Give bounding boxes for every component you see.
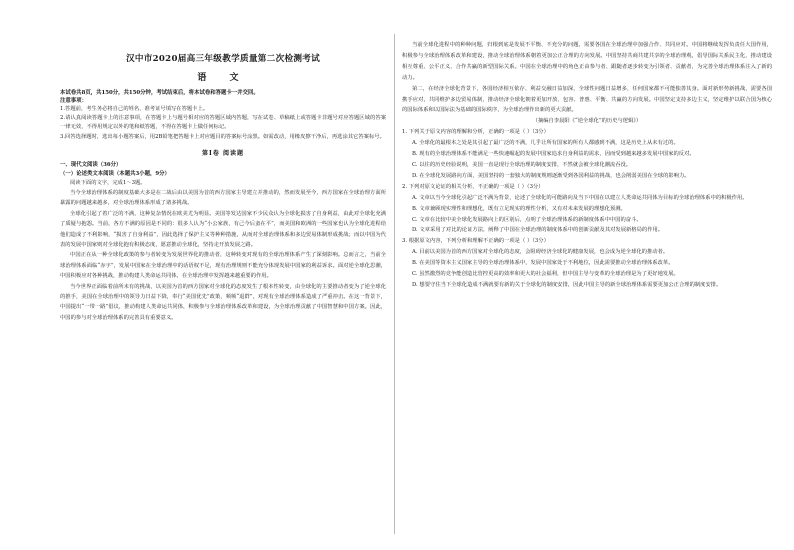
passage-paragraph: 当今全球治理体系的制度基础大多是在二战后由以美国为首的西方国家主导建立并推动的，然而发展至今，西方国家在全球治理方面所暴露的问题越来越多，对全球治理体系形成了诸多挑战。 — [60, 190, 386, 207]
notice-item: 1.答题前，考生务必将自己的姓名、准考证号填写在答题卡上。 — [60, 106, 209, 112]
passage-paragraph: 全球化引起了着广泛的不满，这种复杂情况在欧美尤为明显。美国等发达国家不少民众认为全球化损害了自身利益，由此对全球化充满了质疑与抱怨。当前，各方不满的原因是不同的：很多人认为“小公家族，有己今后蛮在平”，而美国和欧洲的一些国家也认为全球化进程给他们造成了不利影响，“损害了自身利益”，因此选择了保护主义等种种措施，从而对全球治理体系和多边贸易体制形成挑战；而以中国为代表的发展中国家则对全球化抱有积极态度，愿意推动全球化，坚持走开放发展之路。 — [60, 210, 386, 249]
passage-paragraph: 第二，在经济全球化背景下，各国经济相互依存、利益交融日益加深，全球性问题日益增多，任何国家都不可能独善其身。面对新形势新挑战，需要各国携手应对，共同维护多边贸易体制，推动经济全球化朝着更加开放、包容、普惠、平衡、共赢的方向发展。中国坚定支持多边主义，坚定维护以联合国为核心的国际体系和以国际法为基础的国际秩序，为全球治理作出新的更大贡献。 — [402, 85, 772, 114]
option-d: D. 在全球化发展路向方面，美国坚持的一套独大的制度规则逐渐受到各国利益的挑战，也会削弱美国在全球的影响力。 — [412, 172, 690, 179]
passage-paragraph: 当今世界正面临着前所未有的挑战，以美国为首的西方国家对全球化的态度发生了根本性转变，由全球化的主要推动者变为了逆全球化的推手，美国在全球治理中的领导力日益下降，奉行“美国优先”政策，频频“退群”，对现有全球治理体系造成了严重冲击。在这一背景下，中国提出“一带一路”倡议，推动构建人类命运共同体，积极参与全球治理体系改革和建设，为全球治理贡献了中国智慧和中国方案。因此，中国的参与对全球治理体系的完善具有重要意义。 — [60, 283, 386, 321]
left-column — [60, 38, 386, 323]
notice-item: 3.回答选择题时，选出每小题答案后，用2B铅笔把答题卡上对应题目的答案标号涂黑。如需改动，用橡皮擦干净后，再选涂其它答案标号。 — [60, 133, 385, 140]
option-d: D. 想要守住当下全球化造成不满就要有新的关于全球化的制度安排，因此中国主导的新全球治理体系需要更加公正合理的制度安排。 — [412, 281, 722, 288]
exam-title: 汉中市2020届高三年级教学质量第二次检测考试 — [125, 54, 321, 64]
option-a: A. 全球化的最根本之处是其引起了最广泛的不满，几乎让所有国家的所有人都感到不满，这是历史上从未有过的。 — [412, 140, 679, 147]
reading-instruction: 阅读下面的文字，完成1～3题。 — [70, 179, 146, 186]
subpart-heading: （一）论述类文本阅读（本题共3小题，9分） — [60, 170, 170, 177]
notice-heading: 注意事项： — [60, 98, 87, 104]
passage-source: （摘编自李晨阳《“逆全球化”的历史与逻辑》） — [532, 118, 642, 125]
notice-item: 2.请认真阅读答题卡上的注意事项，在答题卡上与题号相对应的答题区域内答题，写在试卷、草稿纸上或答题卡非题号对应答题区域的答案一律无效，不得用规定以外的笔和纸答题，不得在答题卡上做任何标记。 — [60, 115, 386, 131]
passage-paragraph: 中国正在从一种全球化政策的参与者转变为发展世界化的推动者，这种转变对现有的全球治理体系产生了深刻影响。总而言之，当前全球治理体系面临“赤字”，发展中国家在全球治理中的话语权不足，现有治理规则不能充分体现发展中国家的利益诉求。面对逆全球化思潮，中国积极应对各种挑战，推动构建人类命运共同体，在全球治理中发挥越来越重要的作用。 — [60, 252, 386, 280]
option-a: A. 文章以当今全球化引起广泛不满为背景，论述了全球化的可能路向及当下中国在以建立人类命运共同体为目标的全球治理体系中的积极作用。 — [412, 194, 748, 201]
option-b: B. 现有的全球治理体系不能满足一些快速崛起的发展中国家追求自身利益的需求，因而受到越来越多发展中国家的反对。 — [412, 151, 695, 158]
option-c: C. 文章在比较中美全球化发展路向上的区别后，点明了全球治理体系的新制度体系中中国的奋斗。 — [412, 216, 642, 223]
part-heading: 一、现代文阅读（36分） — [60, 161, 122, 168]
question-stem: 1. 下列关于原文内容的理解和分析，正确的一项是（ ）（3分） — [402, 129, 549, 136]
question-stem: 3. 根据原文内容，下列分析和理解不正确的一项是（ ）（3分） — [402, 238, 549, 245]
column-divider — [394, 34, 395, 534]
question-1 — [402, 127, 772, 182]
right-column — [402, 40, 772, 291]
option-b: B. 在美国等资本主义国家主导的全球治理体系中，发展中国家处于不利地位，因此需要推动全球治理体系改革。 — [412, 260, 674, 267]
option-c: C. 以往的历史经验说明，美国一直是现行全球治理的制度安排，不然就会被全球化潮流吞没。 — [412, 161, 632, 168]
exam-intro: 本试卷共8页，共150分，共150分钟，考试结束后，将本试卷和答题卡一并交回。 — [60, 90, 259, 96]
option-b: B. 文章兼顾现实理性和理想化，既有立足现实的理性分析，又有对未来发展的理想化预测。 — [412, 205, 626, 212]
question-3 — [402, 236, 772, 291]
option-c: C. 虽然激烈的竞争能创造比管控更高的效率和更大的社会福利，但中国主导与变革的全球治理是为了更好地发展。 — [412, 271, 679, 278]
question-2 — [402, 182, 772, 237]
subject-title: 语 文 — [197, 73, 249, 83]
question-stem: 2. 下列对原文论证的相关分析，不正确的一项是（ ）（3分） — [402, 183, 544, 190]
passage-paragraph: 当前全球化进程中的种种问题，归根到底是发展不平衡、不充分的问题，需要各国在全球治理中加强合作、共同应对。中国将继续发挥负责任大国作用，积极参与全球治理体系改革和建设，推动全球治理体系朝着更加公正合理的方向发展。中国坚持共商共建共享的全球治理观，倡导国际关系民主化，推动建设相互尊重、公平正义、合作共赢的新型国际关系。中国在全球治理中的角色正由参与者、跟随者逐步转变为引领者、贡献者，为完善全球治理体系注入了新的动力。 — [402, 42, 772, 81]
section-heading: 第Ⅰ卷 阅读题 — [202, 149, 244, 157]
option-d: D. 文章采用了对比的论证方法，阐释了中国在全球治理的制度体系中的创新贡献及其对发展新格局的作用。 — [412, 227, 664, 234]
option-a: A. 目前以美国为首的西方国家对全球化的态度，会阻碍经济全球化的健康发展，也会成为逆全球化的推动者。 — [412, 249, 669, 256]
